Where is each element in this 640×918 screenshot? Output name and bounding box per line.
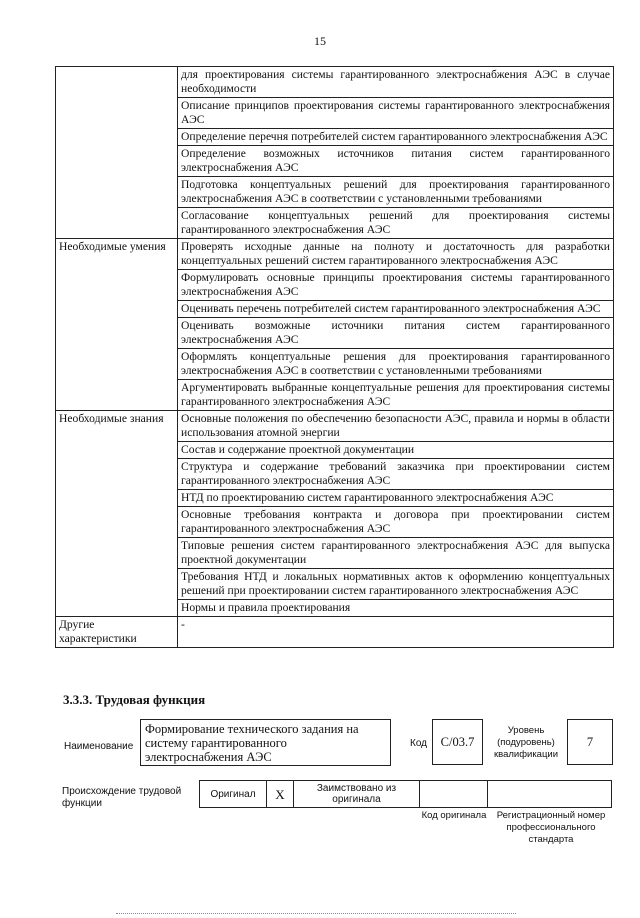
table-row	[56, 67, 614, 98]
row-item: Описание принципов проектирования системы гарантированного электроснабжения АЭС	[178, 98, 614, 129]
table-row	[56, 239, 614, 270]
row-item: Требования НТД и локальных нормативных актов к оформлению концептуальных решений при проектировании систем гарантированного электроснабжения АЭС	[178, 569, 614, 600]
row-item: Аргументировать выбранные концептуальные решения для проектирования системы гарантированного электроснабжения АЭС	[178, 380, 614, 411]
row-label: Необходимые умения	[56, 239, 178, 411]
origin-reg-cell	[488, 781, 612, 808]
origin-label: Происхождение трудовой функции	[62, 786, 182, 809]
row-label: Необходимые знания	[56, 411, 178, 617]
row-item: для проектирования системы гарантированного электроснабжения АЭС в случае необходимости	[178, 67, 614, 98]
origin-borrowed-cell: Заимствовано из оригинала	[294, 781, 420, 808]
row-item: Формулировать основные принципы проектирования системы гарантированного электроснабжения АЭС	[178, 270, 614, 301]
row-item: Нормы и правила проектирования	[178, 600, 614, 617]
table-row	[56, 617, 614, 648]
row-label	[56, 67, 178, 239]
name-label: Наименование	[64, 741, 134, 752]
function-name-field: Формирование технического задания на систему гарантированного электроснабжения АЭС	[140, 719, 391, 766]
row-item: Проверять исходные данные на полноту и достаточность для разработки концептуальных решений систем гарантированного электроснабжения АЭС	[178, 239, 614, 270]
row-item: Основные требования контракта и договора при проектировании систем гарантированного электроснабжения АЭС	[178, 507, 614, 538]
row-item: Оценивать перечень потребителей систем гарантированного электроснабжения АЭС	[178, 301, 614, 318]
row-label: Другие характеристики	[56, 617, 178, 648]
row-item: Согласование концептуальных решений для проектирования системы гарантированного электроснабжения АЭС	[178, 208, 614, 239]
row-item: -	[178, 617, 614, 648]
level-field: 7	[567, 719, 613, 765]
origin-table	[199, 780, 612, 808]
function-code-field: С/03.7	[432, 719, 483, 765]
page-number: 15	[314, 34, 326, 48]
row-item: Определение перечня потребителей систем гарантированного электроснабжения АЭС	[178, 129, 614, 146]
row-item: Структура и содержание требований заказчика при проектировании систем гарантированного электроснабжения АЭС	[178, 459, 614, 490]
code-label: Код	[410, 738, 428, 749]
row-item: Состав и содержание проектной документации	[178, 442, 614, 459]
row-item: Подготовка концептуальных решений для проектирования гарантированного электроснабжения АЭС в соответствии с установленными требованиями	[178, 177, 614, 208]
row-item: Оформлять концептуальные решения для проектирования гарантированного электроснабжения АЭС в соответствии с установленными требованиями	[178, 349, 614, 380]
level-label: Уровень (подуровень) квалификации	[493, 725, 559, 760]
row-item: Определение возможных источников питания систем гарантированного электроснабжения АЭС	[178, 146, 614, 177]
competency-table	[55, 66, 614, 648]
row-item: Типовые решения систем гарантированного электроснабжения АЭС для выпуска проектной документации	[178, 538, 614, 569]
origin-original-cell: Оригинал	[200, 781, 267, 808]
bottom-divider	[116, 913, 516, 914]
row-item: Оценивать возможные источники питания систем гарантированного электроснабжения АЭС	[178, 318, 614, 349]
section-title: 3.3.3. Трудовая функция	[63, 692, 206, 707]
code-original-caption: Код оригинала	[421, 810, 487, 821]
table-row	[56, 411, 614, 442]
origin-code-cell	[420, 781, 488, 808]
reg-number-caption: Регистрационный номер профессионального стандарта	[496, 810, 606, 845]
row-item: НТД по проектированию систем гарантированного электроснабжения АЭС	[178, 490, 614, 507]
origin-mark-cell: X	[267, 781, 294, 808]
row-item: Основные положения по обеспечению безопасности АЭС, правила и нормы в области использования атомной энергии	[178, 411, 614, 442]
